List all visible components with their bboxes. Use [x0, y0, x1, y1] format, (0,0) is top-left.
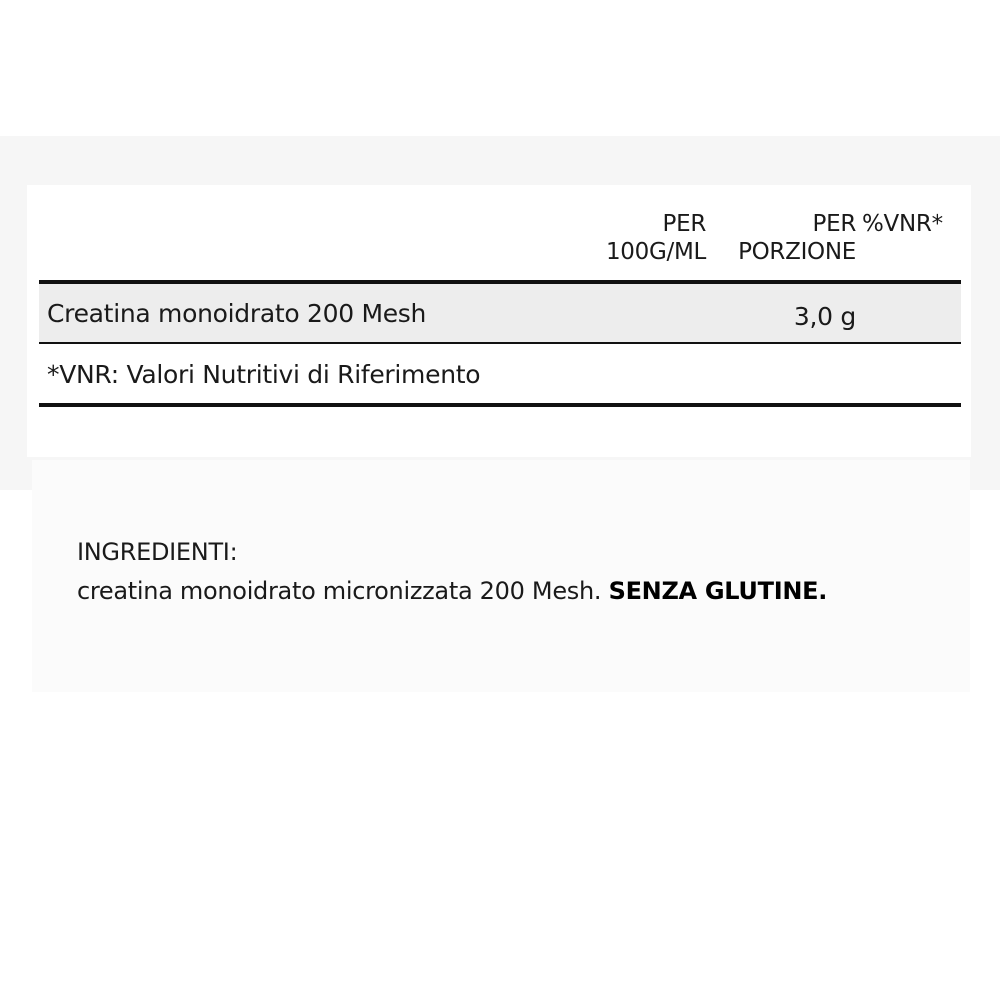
- header-per-portion-line2: PORZIONE: [738, 239, 856, 265]
- row-per-portion-value: 3,0 g: [793, 302, 856, 331]
- row-nutrient-name: Creatina monoidrato 200 Mesh: [47, 299, 427, 328]
- header-per-100g-ml: [560, 210, 706, 266]
- header-vnr-label: %VNR*: [862, 211, 943, 237]
- header-per-portion: [706, 210, 856, 266]
- header-vnr: [862, 210, 954, 238]
- header-per-portion-line1: PER: [812, 211, 856, 237]
- ingredients-text: [77, 576, 827, 606]
- header-per-100-line1: PER: [662, 211, 706, 237]
- ingredients-list: creatina monoidrato micronizzata 200 Mesh.: [77, 577, 602, 605]
- header-per-100-line2: 100G/ML: [605, 239, 706, 265]
- ingredients-title: INGREDIENTI:: [77, 538, 238, 566]
- vnr-footnote: *VNR: Valori Nutritivi di Riferimento: [47, 360, 481, 389]
- table-bottom-rule: [39, 403, 961, 407]
- table-row-divider: [39, 342, 961, 344]
- gluten-free-note: SENZA GLUTINE.: [608, 577, 828, 605]
